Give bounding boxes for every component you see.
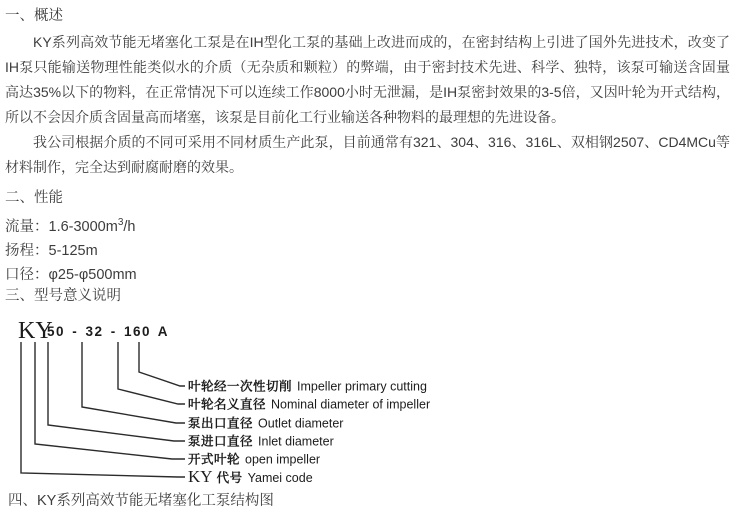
overview-paragraph-2: 我公司根据介质的不同可采用不同材质生产此泵，目前通常有321、304、316、316L、双相钢2507、CD4MCu等材料制作，完全达到耐腐耐磨的效果。	[5, 134, 730, 175]
model-code-diagram-svg	[0, 312, 474, 496]
flow-rate-unit: /h	[123, 219, 136, 235]
label-nominal-diameter: 叶轮名义直径 Nominal diameter of impeller	[188, 397, 431, 412]
leader-line-inlet-diameter	[48, 342, 185, 441]
model-meaning-heading: 三、型号意义说明	[5, 288, 121, 304]
flow-rate-superscript: 3	[117, 217, 124, 229]
flow-rate-text: 流量：1.6-3000m	[5, 219, 118, 235]
overview-paragraph-1: KY系列高效节能无堵塞化工泵是在IH型化工泵的基础上改进而成的，在密封结构上引进了国外先进技术，改变了IH泵只能输送物理性能类似水的介质（无杂质和颗粒）的弊端，由于密封技术先进、科学、独特，该泵可输送含固量高达35%以下的物料，在正常情况下可以连续工作8000小时无泄漏，是IH泵密封效果的3-5倍，又因叶轮为开式结构，所以不会因介质含固量高而堵塞，该泵是目前化工行业输送各种物料的最理想的先进设备。	[5, 34, 730, 125]
label-ky-code: KY 代号 Yamei code	[188, 467, 313, 486]
label-outlet-diameter: 泵出口直径 Outlet diameter	[188, 416, 344, 431]
flow-rate-spec	[5, 215, 730, 239]
structure-diagram-heading: 四、KY系列高效节能无堵塞化工泵结构图	[8, 493, 274, 509]
leader-line-ky-code	[21, 342, 185, 477]
label-impeller-cut: 叶轮经一次性切削 Impeller primary cutting	[188, 379, 427, 394]
leader-line-impeller-cut	[139, 342, 185, 386]
diameter-spec: 口径：φ25-φ500mm	[5, 267, 137, 283]
leader-line-nominal-diameter	[118, 342, 185, 404]
model-code-diagram	[0, 312, 474, 496]
model-code-prefix: KY	[18, 318, 53, 344]
label-open-impeller: 开式叶轮 open impeller	[188, 452, 321, 467]
head-spec: 扬程：5-125m	[5, 243, 98, 259]
label-inlet-diameter: 泵进口直径 Inlet diameter	[188, 434, 334, 449]
overview-heading: 一、概述	[5, 8, 63, 24]
performance-heading: 二、性能	[5, 190, 63, 206]
performance-specs	[5, 215, 730, 287]
model-code-parts: 50 - 32 - 160 A	[47, 324, 170, 339]
